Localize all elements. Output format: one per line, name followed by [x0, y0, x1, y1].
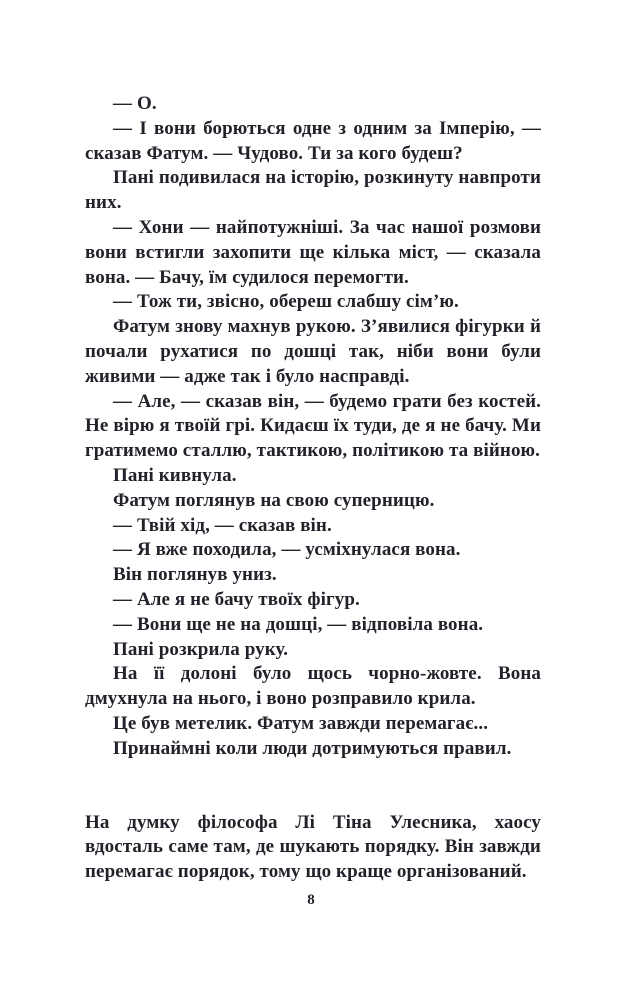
paragraph: — Тож ти, звісно, обереш слабшу сім’ю. [113, 291, 459, 313]
paragraph: Пані кивнула. [113, 464, 237, 486]
paragraph: Пані подивилася на історію, розкинуту навпроти них. [85, 167, 541, 214]
paragraph: — О. [113, 93, 157, 114]
paragraph: — Я вже походила, — усміхнулася вона. [113, 539, 461, 561]
text-block [85, 92, 541, 885]
paragraph: Він поглянув униз. [113, 564, 277, 586]
paragraph-section-start: На думку філософа Лі Тіна Улесника, хаосу вдосталь саме там, де шукають порядку. Він завжди перемагає порядок, тому що краще організований. [85, 811, 541, 883]
paragraph: — Але я не бачу твоїх фігур. [113, 588, 360, 610]
paragraph: — Твій хід, — сказав він. [113, 514, 332, 536]
paragraph: Це був метелик. Фатум завжди перемагає... [113, 712, 489, 734]
paragraph: — Хони — найпотужніші. За час нашої розмови вони встигли захопити ще кілька міст, — сказала вона. — Бачу, їм судилося перемогти. [85, 216, 541, 288]
page-number: 8 [307, 892, 315, 908]
paragraph: — І вони борються одне з одним за Імперію, — сказав Фатум. — Чудово. Ти за кого будеш? [85, 117, 541, 164]
paragraph: — Але, — сказав він, — будемо грати без костей. Не вірю я твоїй грі. Кидаєш їх туди, де я не бачу. Ми гратимемо сталлю, тактикою, політикою та війною. [85, 390, 541, 462]
paragraph: Пані розкрила руку. [113, 638, 289, 660]
paragraph: Фатум знову махнув рукою. З’явилися фігурки й почали рухатися по дошці так, ніби вони були живими — адже так і було насправді. [85, 316, 541, 387]
paragraph: Фатум поглянув на свою суперницю. [113, 489, 435, 511]
paragraph: Принаймні коли люди дотримуються правил. [113, 737, 512, 759]
paragraph: — Вони ще не на дошці, — відповіла вона. [113, 613, 484, 635]
paragraph: На її долоні було щось чорно-жовте. Вона дмухнула на нього, і воно розправило крила. [85, 663, 541, 710]
